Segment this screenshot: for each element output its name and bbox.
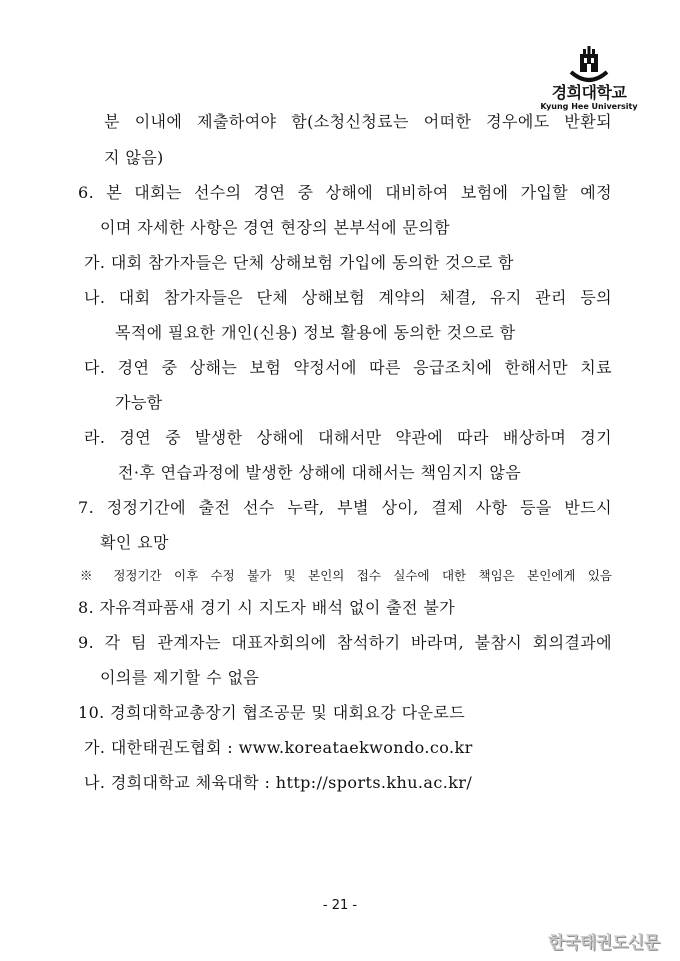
text-line: 분 이내에 제출하여야 함(소청신청료는 어떠한 경우에도 반환되 [104, 112, 612, 131]
item-10-ga: 가. 대한태권도협회 : www.koreataekwondo.co.kr [84, 738, 473, 757]
logo-university-name-en: Kyung Hee University [540, 102, 638, 111]
text-line: 목적에 필요한 개인(신용) 정보 활용에 동의한 것으로 함 [115, 323, 516, 342]
newspaper-watermark: 한국태권도신문 [548, 933, 660, 953]
item-9: 9. 각 팀 관계자는 대표자회의에 참석하기 바라며, 불참시 회의결과에 [78, 633, 612, 652]
item-8: 8. 자유격파품새 경기 시 지도자 배석 없이 출전 불가 [78, 598, 456, 617]
logo-university-name-kr: 경희대학교 [551, 83, 627, 102]
item-10: 10. 경희대학교총장기 협조공문 및 대회요강 다운로드 [78, 703, 466, 722]
correction-note: ※ 정정기간 이후 수정 불가 및 본인의 접수 실수에 대한 책임은 본인에게 있음 [80, 568, 612, 583]
item-6-na: 나. 대회 참가자들은 단체 상해보험 계약의 체결, 유지 관리 등의 [84, 288, 612, 307]
university-logo [534, 42, 644, 112]
text-line: 이며 자세한 사항은 경연 현장의 본부석에 문의함 [100, 218, 451, 237]
item-6-ga: 가. 대회 참가자들은 단체 상해보험 가입에 동의한 것으로 함 [84, 253, 514, 272]
text-line: 전·후 연습과정에 발생한 상해에 대해서는 책임지지 않음 [118, 463, 522, 482]
item-6-ra: 라. 경연 중 발생한 상해에 대해서만 약관에 따라 배상하며 경기 [84, 428, 612, 447]
university-emblem-icon [567, 42, 611, 86]
item-6-da: 다. 경연 중 상해는 보험 약정서에 따른 응급조치에 한해서만 치료 [84, 358, 612, 377]
text-line: 지 않음) [104, 148, 164, 167]
page-number: - 21 - [322, 898, 358, 913]
item-6: 6. 본 대회는 선수의 경연 중 상해에 대비하여 보험에 가입할 예정 [78, 183, 612, 202]
item-7: 7. 정정기간에 출전 선수 누락, 부별 상이, 결제 사항 등을 반드시 [78, 498, 612, 517]
text-line: 확인 요망 [100, 533, 169, 552]
text-line: 이의를 제기할 수 없음 [100, 668, 260, 687]
text-line: 가능함 [115, 393, 163, 412]
item-10-na: 나. 경희대학교 체육대학 : http://sports.khu.ac.kr/ [84, 773, 473, 792]
